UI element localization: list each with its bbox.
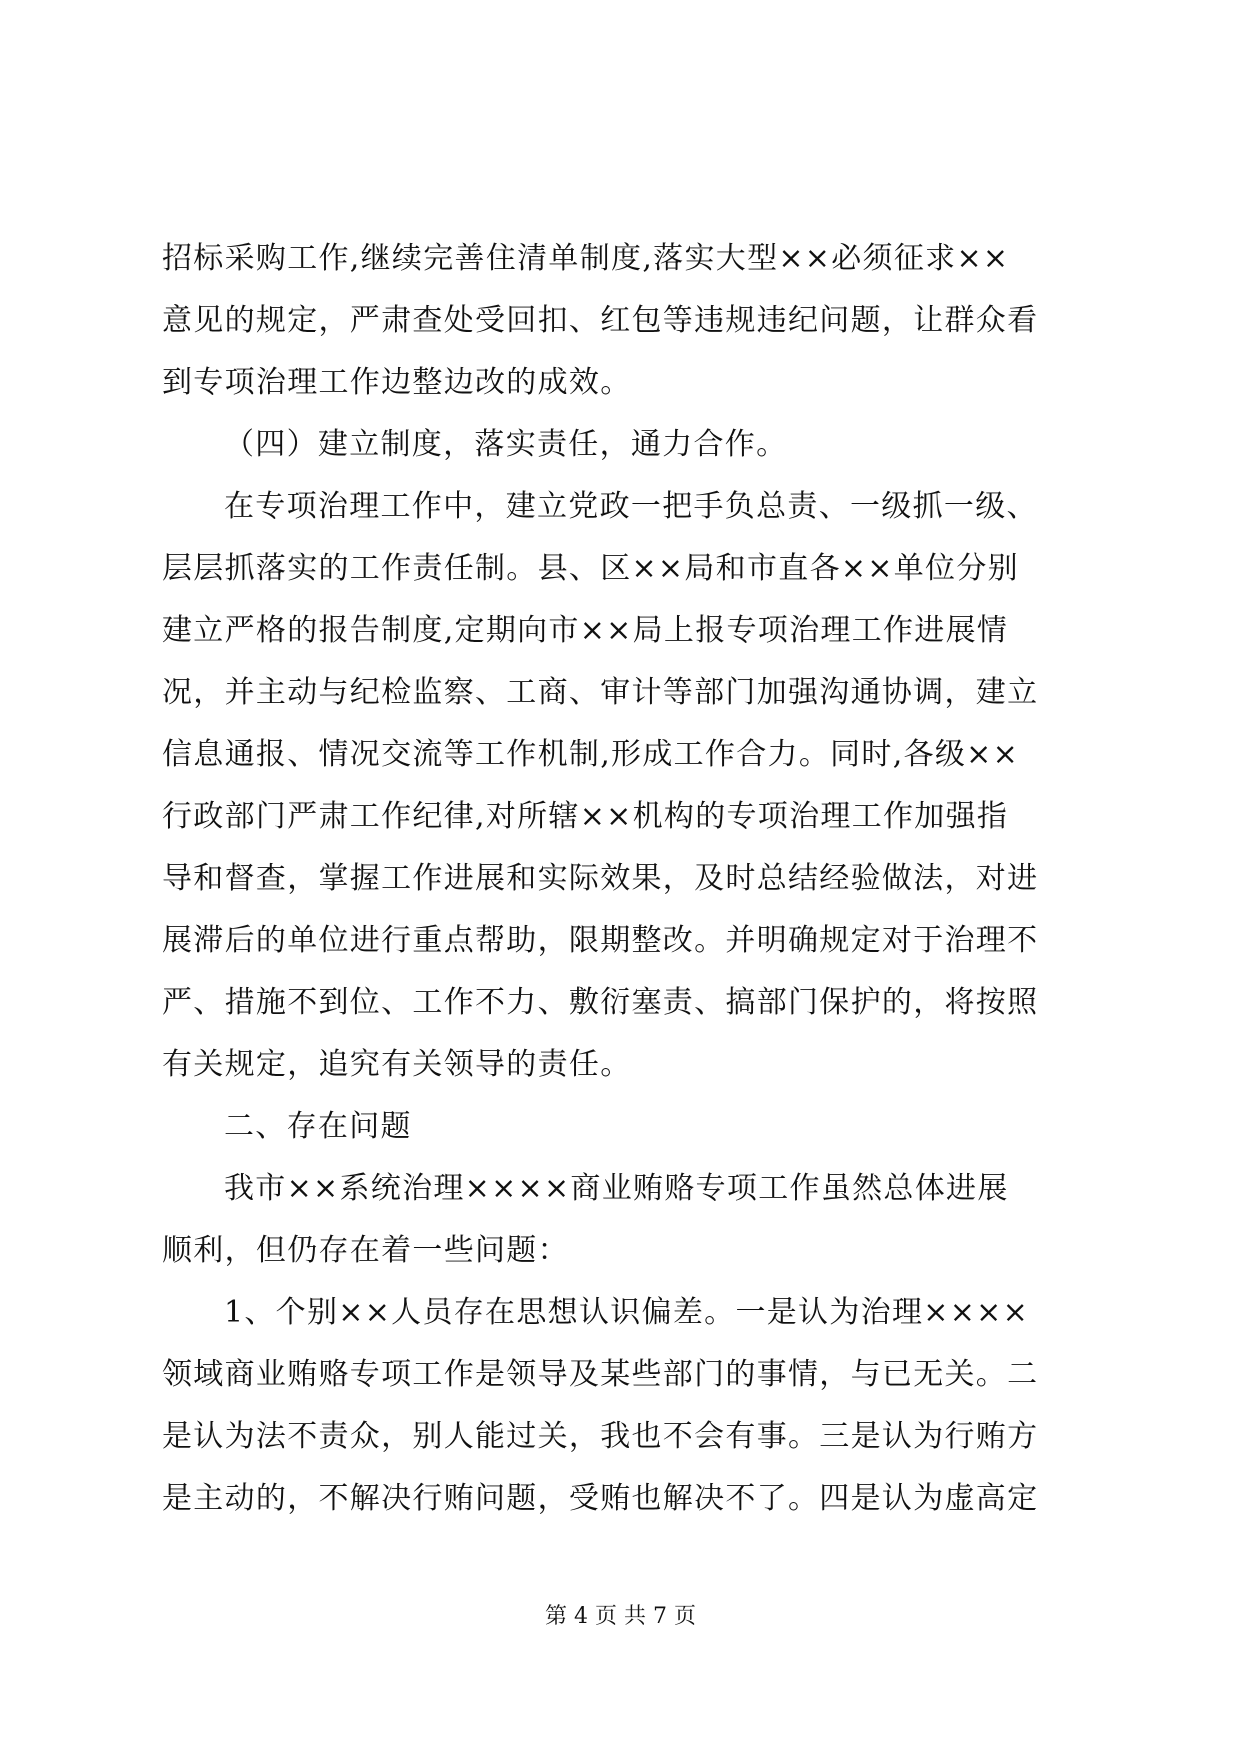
text-line: 我市××系统治理××××商业贿赂专项工作虽然总体进展: [224, 1171, 1009, 1206]
text-line: 意见的规定，严肃查处受回扣、红包等违规违纪问题，让群众看: [162, 303, 1039, 338]
text-line: 层层抓落实的工作责任制。县、区××局和市直各××单位分别: [162, 551, 1019, 586]
text-line: （四）建立制度，落实责任，通力合作。: [224, 427, 788, 462]
document-body: [162, 228, 1082, 1530]
text-line: 导和督查，掌握工作进展和实际效果，及时总结经验做法，对进: [162, 861, 1039, 896]
text-line: 严、措施不到位、工作不力、敷衍塞责、搞部门保护的，将按照: [162, 985, 1039, 1020]
text-line: 行政部门严肃工作纪律,对所辖××机构的专项治理工作加强指: [162, 799, 1009, 834]
text-line: 况，并主动与纪检监察、工商、审计等部门加强沟通协调，建立: [162, 675, 1039, 710]
text-line: 招标采购工作,继续完善住清单制度,落实大型××必须征求××: [162, 241, 1010, 276]
text-line: 是认为法不责众，别人能过关，我也不会有事。三是认为行贿方: [162, 1419, 1039, 1454]
text-line: 在专项治理工作中，建立党政一把手负总责、一级抓一级、: [224, 489, 1038, 524]
page-footer: 第 4 页 共 7 页: [545, 1604, 696, 1629]
text-line: 信息通报、情况交流等工作机制,形成工作合力。同时,各级××: [162, 737, 1020, 772]
text-line: 到专项治理工作边整边改的成效。: [162, 365, 632, 400]
text-line: 领域商业贿赂专项工作是领导及某些部门的事情，与已无关。二: [162, 1357, 1039, 1392]
text-line: 建立严格的报告制度,定期向市××局上报专项治理工作进展情: [162, 613, 1009, 648]
text-line: 展滞后的单位进行重点帮助，限期整改。并明确规定对于治理不: [162, 923, 1039, 958]
text-line: 是主动的，不解决行贿问题，受贿也解决不了。四是认为虚高定: [162, 1481, 1039, 1516]
text-line: 顺利，但仍存在着一些问题：: [162, 1233, 569, 1268]
text-line: 二、存在问题: [224, 1109, 412, 1144]
text-line: 有关规定，追究有关领导的责任。: [162, 1047, 632, 1082]
text-line: 1、个别××人员存在思想认识偏差。一是认为治理××××: [224, 1295, 1030, 1330]
